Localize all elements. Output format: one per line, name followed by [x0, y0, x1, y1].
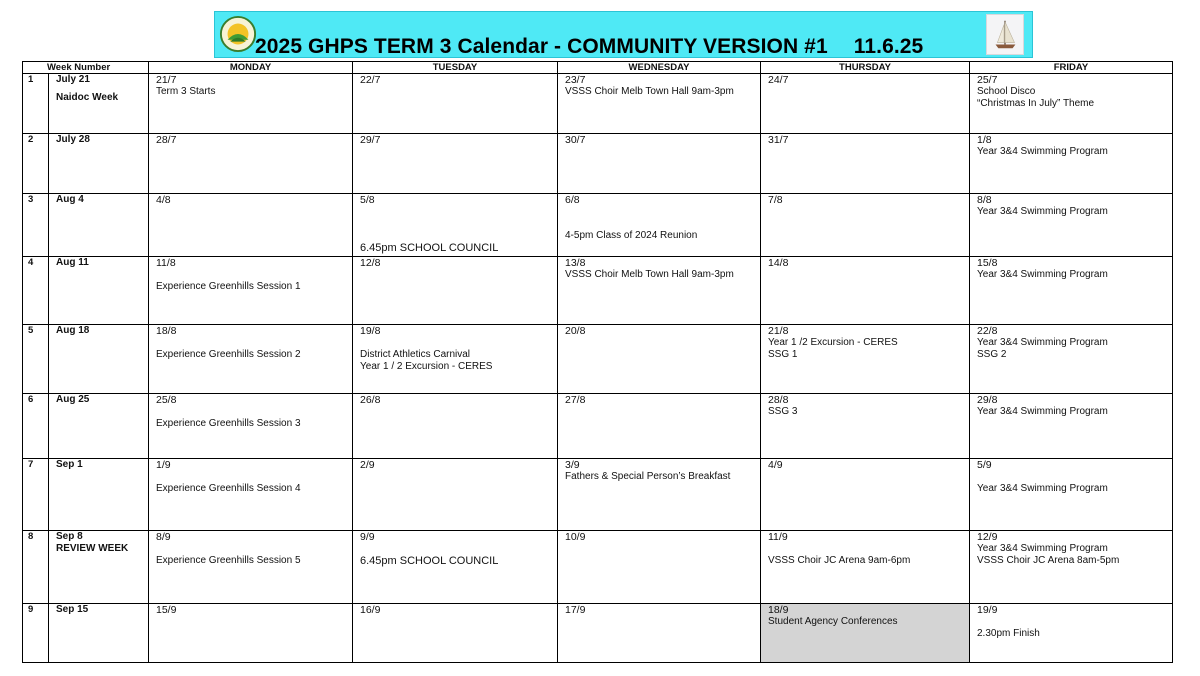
- date: 1/8: [977, 134, 992, 146]
- date: 18/9: [768, 604, 789, 616]
- date: 4/8: [156, 194, 171, 206]
- event: Year 3&4 Swimming Program: [977, 483, 1108, 494]
- day-cell: [353, 531, 558, 604]
- day-cell: [970, 257, 1173, 325]
- event: Student Agency Conferences: [768, 616, 898, 627]
- date: 8/8: [977, 194, 992, 206]
- date: 15/8: [977, 257, 998, 269]
- date: 3/9: [565, 459, 580, 471]
- week-num: 6: [23, 394, 49, 459]
- day-cell: [558, 194, 761, 257]
- header-row: [23, 62, 1173, 74]
- day-cell: [970, 531, 1173, 604]
- date: 23/7: [565, 74, 586, 86]
- date: 18/8: [156, 325, 177, 337]
- sailboat-icon: [986, 14, 1024, 55]
- event: “Christmas In July” Theme: [977, 98, 1095, 109]
- col-friday: FRIDAY: [970, 62, 1173, 74]
- date: 7/8: [768, 194, 783, 206]
- day-cell: [970, 459, 1173, 531]
- week-label-cell: [49, 194, 149, 257]
- week-label-cell: [49, 257, 149, 325]
- day-cell: [970, 194, 1173, 257]
- week-label-cell: [49, 459, 149, 531]
- week-label-cell: [49, 134, 149, 194]
- date: 21/8: [768, 325, 789, 337]
- date: 22/7: [360, 74, 381, 86]
- week-num: 3: [23, 194, 49, 257]
- date: 11/8: [156, 257, 176, 269]
- day-cell: [558, 134, 761, 194]
- event: 4-5pm Class of 2024 Reunion: [565, 230, 698, 241]
- day-cell: [558, 394, 761, 459]
- event: Experience Greenhills Session 3: [156, 418, 301, 429]
- week-label: July 28: [56, 134, 90, 145]
- day-cell: [558, 459, 761, 531]
- week-num: 8: [23, 531, 49, 604]
- date: 2/9: [360, 459, 375, 471]
- event: School Disco: [977, 86, 1036, 97]
- date: 19/9: [977, 604, 998, 616]
- event: Year 3&4 Swimming Program: [977, 206, 1108, 217]
- day-cell: [149, 394, 353, 459]
- date: 28/7: [156, 134, 177, 146]
- day-cell: [761, 194, 970, 257]
- date: 26/8: [360, 394, 381, 406]
- event: Experience Greenhills Session 4: [156, 483, 301, 494]
- week-row: [23, 394, 1173, 459]
- date: 25/8: [156, 394, 177, 406]
- date: 28/8: [768, 394, 789, 406]
- day-cell: [761, 74, 970, 134]
- week-num: 4: [23, 257, 49, 325]
- date: 17/9: [565, 604, 586, 616]
- week-note: Naidoc Week: [56, 92, 119, 103]
- event: VSSS Choir Melb Town Hall 9am-3pm: [565, 269, 734, 280]
- date: 20/8: [565, 325, 586, 337]
- event: Year 3&4 Swimming Program: [977, 543, 1108, 554]
- event: District Athletics Carnival: [360, 349, 471, 360]
- day-cell: [558, 325, 761, 394]
- date: 12/9: [977, 531, 998, 543]
- week-row: [23, 134, 1173, 194]
- event: SSG 2: [977, 349, 1007, 360]
- date: 16/9: [360, 604, 381, 616]
- day-cell: [353, 134, 558, 194]
- date: 8/9: [156, 531, 171, 543]
- week-label: Sep 15: [56, 604, 89, 615]
- day-cell: [970, 134, 1173, 194]
- event: Year 3&4 Swimming Program: [977, 406, 1108, 417]
- day-cell: [558, 604, 761, 663]
- date: 12/8: [360, 257, 381, 269]
- week-label: Sep 1: [56, 459, 83, 470]
- date: 25/7: [977, 74, 998, 86]
- week-row: [23, 74, 1173, 134]
- day-cell: [970, 394, 1173, 459]
- event: Year 3&4 Swimming Program: [977, 269, 1108, 280]
- col-tuesday: TUESDAY: [353, 62, 558, 74]
- day-cell: [761, 325, 970, 394]
- date: 4/9: [768, 459, 783, 471]
- date: 30/7: [565, 134, 586, 146]
- week-label-cell: [49, 325, 149, 394]
- day-cell: [353, 194, 558, 257]
- day-cell: [353, 394, 558, 459]
- day-cell: [353, 604, 558, 663]
- version-date: 11.6.25: [853, 35, 924, 58]
- week-row: [23, 257, 1173, 325]
- event: Experience Greenhills Session 2: [156, 349, 301, 360]
- title-banner: [214, 11, 1033, 58]
- day-cell: [149, 604, 353, 663]
- date: 9/9: [360, 531, 375, 543]
- date: 1/9: [156, 459, 171, 471]
- day-cell: [761, 134, 970, 194]
- day-cell: [558, 74, 761, 134]
- week-label-cell: [49, 394, 149, 459]
- day-cell: [970, 325, 1173, 394]
- week-row: [23, 459, 1173, 531]
- date: 10/9: [565, 531, 586, 543]
- week-label: Aug 4: [56, 194, 84, 205]
- event: Year 3&4 Swimming Program: [977, 146, 1108, 157]
- day-cell: [149, 325, 353, 394]
- event: VSSS Choir Melb Town Hall 9am-3pm: [565, 86, 734, 97]
- term-calendar-table: [22, 61, 1173, 663]
- day-cell: [149, 74, 353, 134]
- date: 6/8: [565, 194, 580, 206]
- date: 31/7: [768, 134, 789, 146]
- event: Experience Greenhills Session 1: [156, 281, 301, 292]
- date: 27/8: [565, 394, 586, 406]
- date: 15/9: [156, 604, 177, 616]
- week-num: 1: [23, 74, 49, 134]
- date: 11/9: [768, 531, 788, 543]
- day-cell: [558, 257, 761, 325]
- event: Year 1 /2 Excursion - CERES: [768, 337, 898, 348]
- day-cell: [761, 394, 970, 459]
- week-num: 2: [23, 134, 49, 194]
- week-num: 7: [23, 459, 49, 531]
- week-label: Aug 25: [56, 394, 90, 405]
- day-cell: [149, 459, 353, 531]
- date: 24/7: [768, 74, 789, 86]
- date: 21/7: [156, 74, 177, 86]
- week-label-cell: [49, 604, 149, 663]
- day-cell: [970, 604, 1173, 663]
- week-num: 9: [23, 604, 49, 663]
- week-label: Aug 11: [56, 257, 89, 268]
- col-wednesday: WEDNESDAY: [558, 62, 761, 74]
- day-cell-shaded: [761, 604, 970, 663]
- event: Year 3&4 Swimming Program: [977, 337, 1108, 348]
- col-monday: MONDAY: [149, 62, 353, 74]
- week-label: Sep 8: [56, 531, 83, 542]
- day-cell: [149, 257, 353, 325]
- date: 14/8: [768, 257, 789, 269]
- date: 5/9: [977, 459, 992, 471]
- day-cell: [353, 257, 558, 325]
- day-cell: [761, 459, 970, 531]
- week-label-cell: [49, 74, 149, 134]
- day-cell: [149, 531, 353, 604]
- day-cell: [353, 74, 558, 134]
- week-label: Aug 18: [56, 325, 90, 336]
- day-cell: [353, 325, 558, 394]
- week-row: [23, 604, 1173, 663]
- event: Experience Greenhills Session 5: [156, 555, 301, 566]
- day-cell: [761, 257, 970, 325]
- date: 22/8: [977, 325, 998, 337]
- page-title: [255, 35, 923, 59]
- col-thursday: THURSDAY: [761, 62, 970, 74]
- col-week-number: Week Number: [23, 62, 149, 74]
- title-text: 2025 GHPS TERM 3 Calendar - COMMUNITY VERSION #1: [255, 35, 828, 58]
- date: 19/8: [360, 325, 381, 337]
- event: VSSS Choir JC Arena 9am-6pm: [768, 555, 911, 566]
- event: 6.45pm SCHOOL COUNCIL: [360, 555, 499, 567]
- event: Year 1 / 2 Excursion - CERES: [360, 361, 493, 372]
- event: VSSS Choir JC Arena 8am-5pm: [977, 555, 1120, 566]
- event: Fathers & Special Person’s Breakfast: [565, 471, 731, 482]
- day-cell: [761, 531, 970, 604]
- event: 2.30pm Finish: [977, 628, 1040, 639]
- week-label-cell: [49, 531, 149, 604]
- day-cell: [558, 531, 761, 604]
- event: Term 3 Starts: [156, 86, 216, 97]
- week-num: 5: [23, 325, 49, 394]
- day-cell: [149, 134, 353, 194]
- date: 13/8: [565, 257, 586, 269]
- week-row: [23, 325, 1173, 394]
- day-cell: [353, 459, 558, 531]
- event: SSG 3: [768, 406, 798, 417]
- event: SSG 1: [768, 349, 798, 360]
- week-row: [23, 531, 1173, 604]
- date: 29/7: [360, 134, 381, 146]
- school-logo-icon: [219, 15, 257, 53]
- event: 6.45pm SCHOOL COUNCIL: [360, 242, 499, 254]
- day-cell: [149, 194, 353, 257]
- date: 5/8: [360, 194, 375, 206]
- date: 29/8: [977, 394, 998, 406]
- week-note: REVIEW WEEK: [56, 543, 129, 554]
- week-label: July 21: [56, 74, 90, 85]
- day-cell: [970, 74, 1173, 134]
- week-row: [23, 194, 1173, 257]
